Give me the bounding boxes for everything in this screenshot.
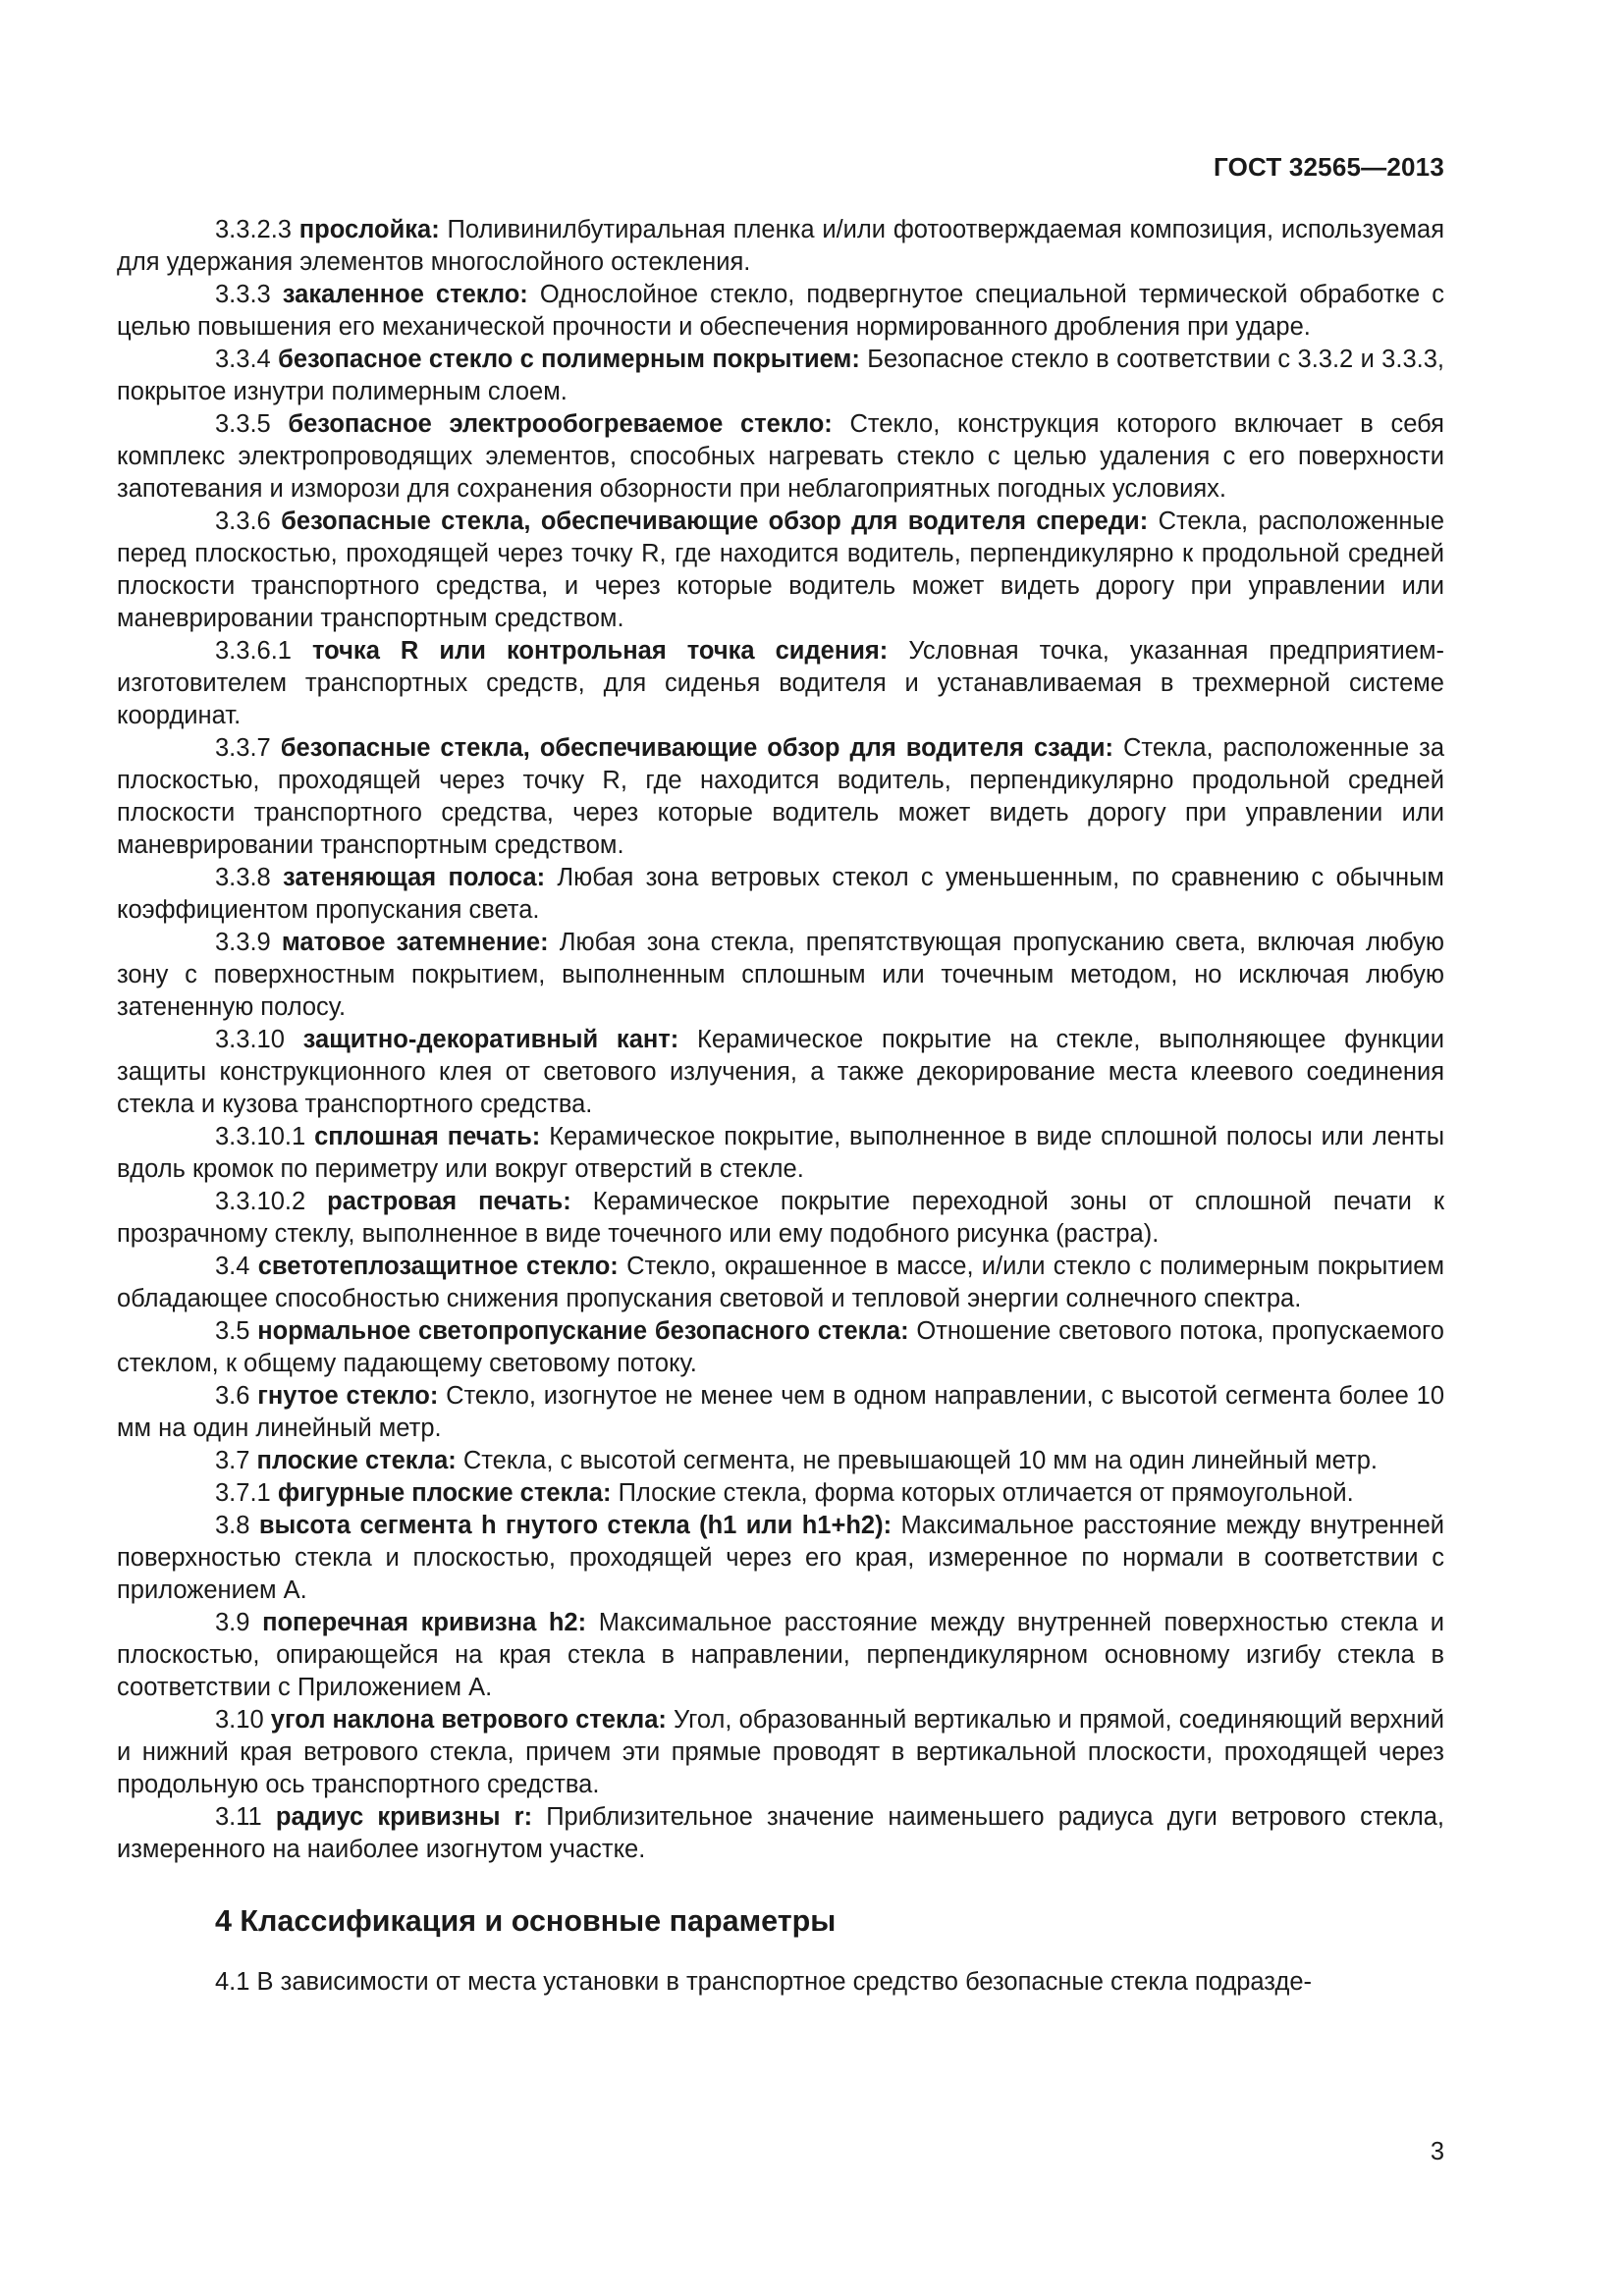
term: закаленное стекло:: [282, 281, 528, 308]
definition-paragraph: [117, 732, 1444, 862]
term: фигурные плоские стекла:: [277, 1479, 612, 1507]
term: прослойка:: [298, 216, 440, 243]
term: гнутое стекло:: [257, 1382, 439, 1410]
definition-paragraph: [117, 1186, 1444, 1251]
term: высота сегмента h гнутого стекла (h1 или h1+h2):: [258, 1512, 893, 1539]
definition-paragraph: [117, 635, 1444, 732]
definition-paragraph: [117, 214, 1444, 279]
definition-text: Угол, образованный вертикалью и прямой, соединяющий верхний и нижний края ветрового стекла, причем эти прямые проводят в вертикальной плоскости, проходящей через продольную ось транспортного средства.: [117, 1706, 1444, 1798]
definition-text: Стекло, изогнутое не менее чем в одном направлении, с высотой сегмента более 10 мм на один линейный метр.: [117, 1382, 1445, 1442]
definition-text: Стекла, расположенные перед плоскостью, проходящей через точку R, где находится водитель, перпендикулярно к продольной средней плоскости транспортного средства, и через которые водитель может видеть дорогу при управлении или маневрировании транспортным средством.: [117, 507, 1445, 632]
definition-text: Керамическое покрытие, выполненное в виде сплошной полосы или ленты вдоль кромок по периметру или вокруг отверстий в стекле.: [117, 1123, 1445, 1183]
definition-text: Стекла, с высотой сегмента, не превышающей 10 мм на один линейный метр.: [462, 1447, 1378, 1474]
definition-text: Стекло, конструкция которого включает в себя комплекс электропроводящих элементов, способных нагревать стекло с целью удаления с его поверхности запотевания и изморози для сохранения обзорности при неблагоприятных погодных условиях.: [117, 410, 1444, 503]
clause-number: 3.3.8: [215, 864, 271, 891]
definition-paragraph: [117, 1251, 1444, 1315]
term: защитно-декоративный кант:: [302, 1026, 679, 1053]
clause-number: 3.3.2.3: [215, 216, 292, 243]
definition-paragraph: [117, 1510, 1444, 1607]
clause-number: 3.6: [215, 1382, 250, 1410]
definition-paragraph: [117, 1704, 1444, 1801]
clause-number: 3.8: [215, 1512, 250, 1539]
term: радиус кривизны r:: [275, 1803, 533, 1831]
definition-paragraph: [117, 1315, 1444, 1380]
definition-text: Однослойное стекло, подвергнутое специальной термической обработке с целью повышения его механической прочности и обеспечения нормированного дробления при ударе.: [117, 281, 1445, 341]
definition-paragraph: [117, 1380, 1444, 1445]
definition-paragraph: [117, 927, 1444, 1024]
term: безопасные стекла, обеспечивающие обзор для водителя сзади:: [280, 734, 1113, 762]
definition-paragraph: [117, 1445, 1444, 1477]
clause-number: 3.3.6.1: [215, 637, 292, 665]
page-number: 3: [1430, 2138, 1444, 2165]
definition-text: Поливинилбутиральная пленка и/или фотоотверждаемая композиция, используемая для удержания элементов многослойного остекления.: [117, 216, 1445, 276]
clause-number: 3.7: [215, 1447, 250, 1474]
clause-number: 3.3.9: [215, 929, 271, 956]
definition-text: Плоские стекла, форма которых отличается от прямоугольной.: [618, 1479, 1354, 1507]
term: поперечная кривизна h2:: [262, 1609, 587, 1636]
definition-paragraph: [117, 279, 1444, 344]
clause-number: 3.3.10.1: [215, 1123, 306, 1150]
clause-number: 3.11: [215, 1803, 262, 1831]
definition-text: Максимальное расстояние между внутренней поверхностью стекла и плоскостью, проходящей через его края, измеренное по нормали в соответствии с приложением А.: [117, 1512, 1444, 1604]
definition-paragraph: [117, 862, 1444, 927]
definition-paragraph: [117, 1607, 1444, 1704]
clause-number: 3.10: [215, 1706, 264, 1734]
definition-text: Керамическое покрытие переходной зоны от сплошной печати к прозрачному стеклу, выполненное в виде точечного или ему подобного рисунка (растра).: [117, 1188, 1444, 1248]
term: безопасные стекла, обеспечивающие обзор для водителя спереди:: [281, 507, 1149, 535]
definition-text: Любая зона стекла, препятствующая пропусканию света, включая любую зону с поверхностным покрытием, выполненным сплошным или точечным методом, но исключая любую затененную полосу.: [117, 929, 1444, 1021]
term: матовое затемнение:: [281, 929, 549, 956]
document-code-header: ГОСТ 32565—2013: [1214, 152, 1444, 182]
definition-paragraph: [117, 344, 1444, 408]
definition-text: Приблизительное значение наименьшего радиуса дуги ветрового стекла, измеренного на наиболее изогнутом участке.: [117, 1803, 1445, 1863]
term: растровая печать:: [327, 1188, 571, 1215]
definition-text: Условная точка, указанная предприятием-изготовителем транспортных средств, для сиденья водителя и устанавливаемая в трехмерной системе координат.: [117, 637, 1444, 729]
section-heading: 4 Классификация и основные параметры: [215, 1904, 837, 1938]
clause-number: 3.3.3: [215, 281, 271, 308]
clause-number: 3.3.4: [215, 346, 271, 373]
clause-number: 3.3.10: [215, 1026, 285, 1053]
definition-paragraph: [117, 1477, 1444, 1510]
definitions-list: [117, 214, 1444, 1866]
definition-text: Керамическое покрытие на стекле, выполняющее функции защиты конструкционного клея от светового излучения, а также декорирование места клеевого соединения стекла и кузова транспортного средства.: [117, 1026, 1444, 1118]
term: светотеплозащитное стекло:: [257, 1253, 619, 1280]
definition-text: Стекла, расположенные за плоскостью, проходящей через точку R, где находится водитель, перпендикулярно продольной средней плоскости транспортного средства, через которые водитель может видеть дорогу при управлении или маневрировании транспортным средством.: [117, 734, 1444, 859]
definition-text: Стекло, окрашенное в массе, и/или стекло с полимерным покрытием обладающее способностью снижения пропускания световой и тепловой энергии солнечного спектра.: [117, 1253, 1444, 1312]
term: безопасное электрообогреваемое стекло:: [288, 410, 833, 438]
definition-text: Безопасное стекло в соответствии с 3.3.2 и 3.3.3, покрытое изнутри полимерным слоем.: [117, 346, 1444, 405]
clause-number: 3.4: [215, 1253, 250, 1280]
clause-number: 3.3.10.2: [215, 1188, 306, 1215]
definition-paragraph: [117, 506, 1444, 635]
clause-number: 3.7.1: [215, 1479, 271, 1507]
definition-text: Любая зона ветровых стекол с уменьшенным, по сравнению с обычным коэффициентом пропускания света.: [117, 864, 1444, 924]
document-body: [117, 214, 1444, 1999]
definition-paragraph: [117, 408, 1444, 506]
paragraph-4-1: 4.1 В зависимости от места установки в транспортное средство безопасные стекла подразде-: [215, 1968, 1312, 1996]
clause-number: 3.5: [215, 1317, 250, 1345]
term: плоские стекла:: [256, 1447, 457, 1474]
definition-paragraph: [117, 1121, 1444, 1186]
term: затеняющая полоса:: [283, 864, 546, 891]
term: угол наклона ветрового стекла:: [270, 1706, 667, 1734]
definition-text: Максимальное расстояние между внутренней поверхностью стекла и плоскостью, опирающейся на края стекла в направлении, перпендикулярном основному изгибу стекла в соответствии с Приложением А.: [117, 1609, 1444, 1701]
clause-number: 3.3.5: [215, 410, 271, 438]
term: точка R или контрольная точка сидения:: [312, 637, 889, 665]
clause-number: 3.3.6: [215, 507, 271, 535]
clause-number: 3.3.7: [215, 734, 271, 762]
clause-number: 3.9: [215, 1609, 250, 1636]
term: безопасное стекло с полимерным покрытием:: [278, 346, 860, 373]
term: нормальное светопропускание безопасного стекла:: [257, 1317, 909, 1345]
definition-paragraph: [117, 1801, 1444, 1866]
definition-paragraph: [117, 1024, 1444, 1121]
definition-text: Отношение светового потока, пропускаемого стеклом, к общему падающему световому потоку.: [117, 1317, 1444, 1377]
term: сплошная печать:: [314, 1123, 541, 1150]
